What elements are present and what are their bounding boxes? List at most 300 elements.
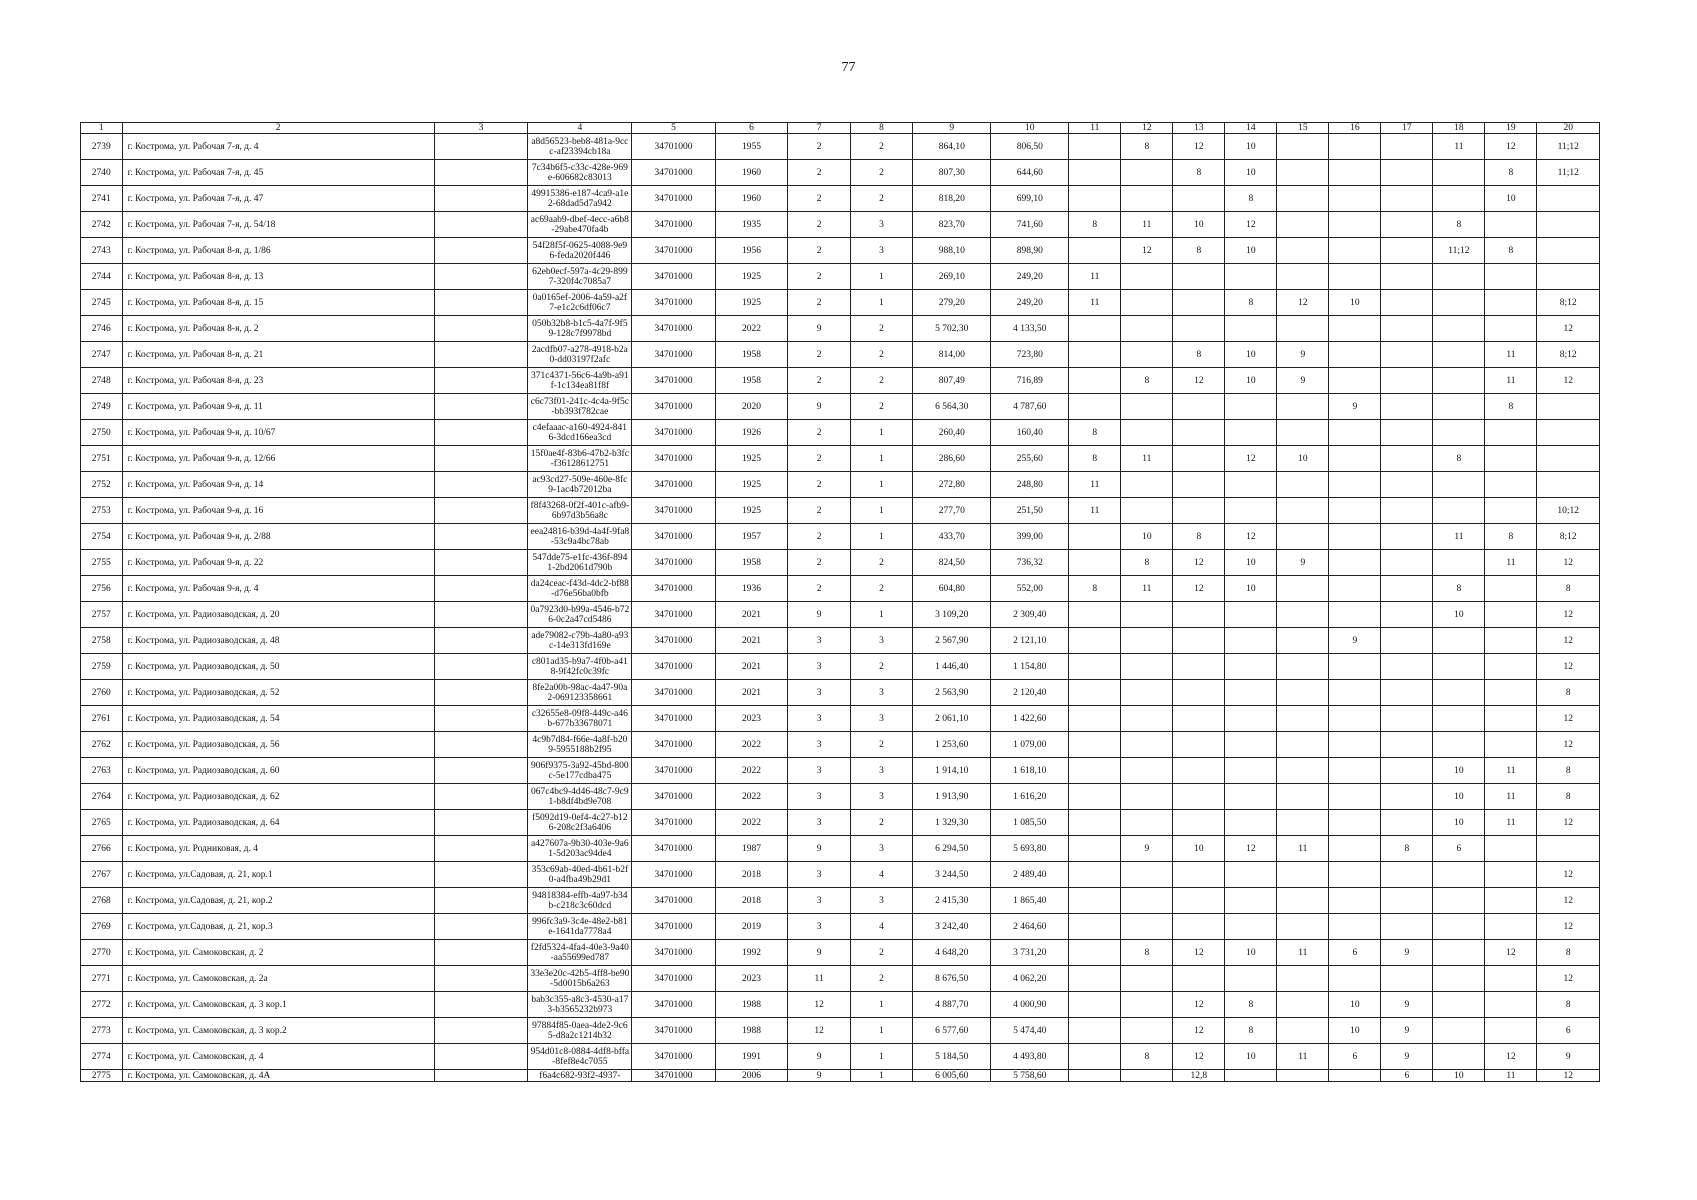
column-19-cell: 12 bbox=[1485, 1044, 1537, 1070]
column-3-cell bbox=[434, 784, 528, 810]
column-12-cell: 10 bbox=[1121, 524, 1173, 550]
year-cell: 1987 bbox=[715, 836, 788, 862]
column-15-cell bbox=[1277, 316, 1329, 342]
column-15-cell bbox=[1277, 732, 1329, 758]
column-header-17: 17 bbox=[1381, 123, 1433, 134]
column-18-cell: 10 bbox=[1433, 758, 1485, 784]
total-area-cell: 807,49 bbox=[913, 368, 991, 394]
column-header-19: 19 bbox=[1485, 123, 1537, 134]
column-19-cell bbox=[1485, 654, 1537, 680]
total-area-cell: 6 005,60 bbox=[913, 1070, 991, 1082]
column-13-cell bbox=[1173, 706, 1225, 732]
row-number-cell: 2752 bbox=[81, 472, 123, 498]
column-17-cell bbox=[1381, 732, 1433, 758]
column-20-cell bbox=[1537, 446, 1600, 472]
entrances-cell: 3 bbox=[850, 784, 912, 810]
floors-cell: 3 bbox=[788, 680, 850, 706]
column-17-cell bbox=[1381, 914, 1433, 940]
column-18-cell bbox=[1433, 342, 1485, 368]
living-area-cell: 2 121,10 bbox=[991, 628, 1069, 654]
column-16-cell bbox=[1329, 680, 1381, 706]
column-16-cell bbox=[1329, 342, 1381, 368]
column-14-cell bbox=[1225, 264, 1277, 290]
column-12-cell: 8 bbox=[1121, 550, 1173, 576]
column-15-cell bbox=[1277, 966, 1329, 992]
guid-cell: 94818384-effb-4a97-b34b-c218c3c60dcd bbox=[528, 888, 632, 914]
oktmo-cell: 34701000 bbox=[632, 602, 715, 628]
column-20-cell: 8 bbox=[1537, 576, 1600, 602]
column-11-cell bbox=[1069, 654, 1121, 680]
column-19-cell: 11 bbox=[1485, 342, 1537, 368]
year-cell: 2019 bbox=[715, 914, 788, 940]
column-12-cell: 11 bbox=[1121, 446, 1173, 472]
table-row bbox=[81, 888, 1600, 914]
column-3-cell bbox=[434, 576, 528, 602]
year-cell: 1988 bbox=[715, 992, 788, 1018]
year-cell: 1957 bbox=[715, 524, 788, 550]
guid-cell: f2fd5324-4fa4-40e3-9a40-aa55699ed787 bbox=[528, 940, 632, 966]
column-3-cell bbox=[434, 238, 528, 264]
column-12-cell: 8 bbox=[1121, 134, 1173, 160]
column-16-cell: 10 bbox=[1329, 290, 1381, 316]
column-20-cell bbox=[1537, 420, 1600, 446]
column-18-cell bbox=[1433, 420, 1485, 446]
guid-cell: c6c73f01-241c-4c4a-9f5c-bb393f782cae bbox=[528, 394, 632, 420]
oktmo-cell: 34701000 bbox=[632, 160, 715, 186]
floors-cell: 3 bbox=[788, 862, 850, 888]
column-13-cell bbox=[1173, 498, 1225, 524]
column-17-cell bbox=[1381, 264, 1433, 290]
oktmo-cell: 34701000 bbox=[632, 992, 715, 1018]
column-12-cell: 8 bbox=[1121, 940, 1173, 966]
column-3-cell bbox=[434, 212, 528, 238]
column-17-cell: 9 bbox=[1381, 940, 1433, 966]
entrances-cell: 1 bbox=[850, 1018, 912, 1044]
floors-cell: 11 bbox=[788, 966, 850, 992]
column-3-cell bbox=[434, 394, 528, 420]
header-row bbox=[81, 123, 1600, 134]
table-row bbox=[81, 134, 1600, 160]
floors-cell: 3 bbox=[788, 706, 850, 732]
row-number-cell: 2754 bbox=[81, 524, 123, 550]
address-cell: г. Кострома, ул. Рабочая 7-я, д. 45 bbox=[122, 160, 434, 186]
entrances-cell: 2 bbox=[850, 810, 912, 836]
column-13-cell: 12 bbox=[1173, 940, 1225, 966]
column-18-cell bbox=[1433, 706, 1485, 732]
address-cell: г. Кострома, ул. Рабочая 8-я, д. 1/86 bbox=[122, 238, 434, 264]
column-19-cell: 11 bbox=[1485, 810, 1537, 836]
row-number-cell: 2741 bbox=[81, 186, 123, 212]
table-row bbox=[81, 602, 1600, 628]
column-18-cell: 8 bbox=[1433, 212, 1485, 238]
column-14-cell: 8 bbox=[1225, 186, 1277, 212]
column-18-cell bbox=[1433, 394, 1485, 420]
row-number-cell: 2750 bbox=[81, 420, 123, 446]
living-area-cell: 3 731,20 bbox=[991, 940, 1069, 966]
living-area-cell: 736,32 bbox=[991, 550, 1069, 576]
column-20-cell: 11;12 bbox=[1537, 134, 1600, 160]
row-number-cell: 2765 bbox=[81, 810, 123, 836]
column-3-cell bbox=[434, 628, 528, 654]
entrances-cell: 2 bbox=[850, 160, 912, 186]
column-3-cell bbox=[434, 264, 528, 290]
column-18-cell bbox=[1433, 316, 1485, 342]
column-19-cell: 12 bbox=[1485, 940, 1537, 966]
living-area-cell: 4 062,20 bbox=[991, 966, 1069, 992]
column-14-cell: 12 bbox=[1225, 836, 1277, 862]
column-15-cell bbox=[1277, 160, 1329, 186]
address-cell: г. Кострома, ул. Самоковская, д. 4 bbox=[122, 1044, 434, 1070]
column-3-cell bbox=[434, 992, 528, 1018]
column-13-cell: 12 bbox=[1173, 550, 1225, 576]
column-15-cell bbox=[1277, 1018, 1329, 1044]
column-16-cell bbox=[1329, 810, 1381, 836]
column-14-cell bbox=[1225, 654, 1277, 680]
column-16-cell: 9 bbox=[1329, 394, 1381, 420]
column-12-cell bbox=[1121, 654, 1173, 680]
column-12-cell bbox=[1121, 264, 1173, 290]
living-area-cell: 1 422,60 bbox=[991, 706, 1069, 732]
row-number-cell: 2769 bbox=[81, 914, 123, 940]
row-number-cell: 2775 bbox=[81, 1070, 123, 1082]
guid-cell: ade79082-c79b-4a80-a93c-14e313fd169e bbox=[528, 628, 632, 654]
address-cell: г. Кострома, ул. Рабочая 9-я, д. 4 bbox=[122, 576, 434, 602]
guid-cell: 62eb0ecf-597a-4c29-8997-320f4c7085a7 bbox=[528, 264, 632, 290]
guid-cell: f8f43268-0f2f-401c-afb9-6b97d3b56a8c bbox=[528, 498, 632, 524]
column-14-cell bbox=[1225, 1070, 1277, 1082]
year-cell: 2023 bbox=[715, 966, 788, 992]
column-header-3: 3 bbox=[434, 123, 528, 134]
living-area-cell: 5 474,40 bbox=[991, 1018, 1069, 1044]
guid-cell: a427607a-9b30-403e-9a61-5d203ac94de4 bbox=[528, 836, 632, 862]
column-12-cell bbox=[1121, 784, 1173, 810]
table-row bbox=[81, 784, 1600, 810]
column-18-cell bbox=[1433, 472, 1485, 498]
oktmo-cell: 34701000 bbox=[632, 238, 715, 264]
row-number-cell: 2746 bbox=[81, 316, 123, 342]
living-area-cell: 723,80 bbox=[991, 342, 1069, 368]
address-cell: г. Кострома, ул. Рабочая 8-я, д. 13 bbox=[122, 264, 434, 290]
column-20-cell: 8 bbox=[1537, 758, 1600, 784]
column-13-cell bbox=[1173, 732, 1225, 758]
total-area-cell: 277,70 bbox=[913, 498, 991, 524]
oktmo-cell: 34701000 bbox=[632, 862, 715, 888]
column-17-cell: 6 bbox=[1381, 1070, 1433, 1082]
total-area-cell: 864,10 bbox=[913, 134, 991, 160]
column-3-cell bbox=[434, 1044, 528, 1070]
column-13-cell bbox=[1173, 394, 1225, 420]
column-15-cell: 9 bbox=[1277, 550, 1329, 576]
entrances-cell: 3 bbox=[850, 888, 912, 914]
entrances-cell: 2 bbox=[850, 342, 912, 368]
column-11-cell bbox=[1069, 342, 1121, 368]
column-header-6: 6 bbox=[715, 123, 788, 134]
column-19-cell: 11 bbox=[1485, 550, 1537, 576]
guid-cell: 0a7923d0-b99a-4546-b726-0c2a47cd5486 bbox=[528, 602, 632, 628]
column-3-cell bbox=[434, 134, 528, 160]
oktmo-cell: 34701000 bbox=[632, 342, 715, 368]
column-16-cell bbox=[1329, 654, 1381, 680]
row-number-cell: 2747 bbox=[81, 342, 123, 368]
row-number-cell: 2767 bbox=[81, 862, 123, 888]
column-header-15: 15 bbox=[1277, 123, 1329, 134]
column-15-cell bbox=[1277, 498, 1329, 524]
column-14-cell: 8 bbox=[1225, 290, 1277, 316]
column-19-cell: 8 bbox=[1485, 394, 1537, 420]
column-16-cell bbox=[1329, 914, 1381, 940]
living-area-cell: 1 154,80 bbox=[991, 654, 1069, 680]
total-area-cell: 1 329,30 bbox=[913, 810, 991, 836]
column-11-cell bbox=[1069, 1044, 1121, 1070]
living-area-cell: 5 693,80 bbox=[991, 836, 1069, 862]
column-12-cell: 8 bbox=[1121, 368, 1173, 394]
column-18-cell bbox=[1433, 862, 1485, 888]
column-14-cell bbox=[1225, 706, 1277, 732]
living-area-cell: 4 787,60 bbox=[991, 394, 1069, 420]
floors-cell: 9 bbox=[788, 1044, 850, 1070]
total-area-cell: 6 294,50 bbox=[913, 836, 991, 862]
column-11-cell bbox=[1069, 810, 1121, 836]
table-row bbox=[81, 342, 1600, 368]
living-area-cell: 644,60 bbox=[991, 160, 1069, 186]
entrances-cell: 3 bbox=[850, 628, 912, 654]
column-16-cell bbox=[1329, 836, 1381, 862]
entrances-cell: 3 bbox=[850, 836, 912, 862]
entrances-cell: 1 bbox=[850, 264, 912, 290]
column-header-2: 2 bbox=[122, 123, 434, 134]
oktmo-cell: 34701000 bbox=[632, 836, 715, 862]
column-20-cell: 8;12 bbox=[1537, 524, 1600, 550]
entrances-cell: 3 bbox=[850, 680, 912, 706]
table-row bbox=[81, 654, 1600, 680]
column-11-cell: 11 bbox=[1069, 498, 1121, 524]
oktmo-cell: 34701000 bbox=[632, 446, 715, 472]
column-17-cell bbox=[1381, 810, 1433, 836]
column-20-cell: 12 bbox=[1537, 628, 1600, 654]
column-12-cell: 9 bbox=[1121, 836, 1173, 862]
column-3-cell bbox=[434, 732, 528, 758]
guid-cell: 996fc3a9-3c4e-48e2-b81e-1641da7778a4 bbox=[528, 914, 632, 940]
floors-cell: 2 bbox=[788, 290, 850, 316]
column-14-cell bbox=[1225, 420, 1277, 446]
total-area-cell: 824,50 bbox=[913, 550, 991, 576]
floors-cell: 2 bbox=[788, 186, 850, 212]
column-14-cell: 10 bbox=[1225, 342, 1277, 368]
column-16-cell bbox=[1329, 212, 1381, 238]
total-area-cell: 1 253,60 bbox=[913, 732, 991, 758]
table-row bbox=[81, 940, 1600, 966]
living-area-cell: 4 000,90 bbox=[991, 992, 1069, 1018]
column-15-cell bbox=[1277, 576, 1329, 602]
column-11-cell bbox=[1069, 368, 1121, 394]
column-3-cell bbox=[434, 680, 528, 706]
year-cell: 1960 bbox=[715, 160, 788, 186]
floors-cell: 2 bbox=[788, 238, 850, 264]
column-19-cell bbox=[1485, 212, 1537, 238]
column-19-cell: 8 bbox=[1485, 160, 1537, 186]
year-cell: 2021 bbox=[715, 680, 788, 706]
column-17-cell bbox=[1381, 966, 1433, 992]
table-row bbox=[81, 628, 1600, 654]
column-3-cell bbox=[434, 836, 528, 862]
column-11-cell: 8 bbox=[1069, 212, 1121, 238]
column-20-cell: 12 bbox=[1537, 914, 1600, 940]
column-3-cell bbox=[434, 654, 528, 680]
column-13-cell: 12 bbox=[1173, 992, 1225, 1018]
oktmo-cell: 34701000 bbox=[632, 680, 715, 706]
column-11-cell bbox=[1069, 134, 1121, 160]
year-cell: 1988 bbox=[715, 1018, 788, 1044]
table-row bbox=[81, 758, 1600, 784]
floors-cell: 3 bbox=[788, 784, 850, 810]
column-12-cell: 8 bbox=[1121, 1044, 1173, 1070]
column-3-cell bbox=[434, 888, 528, 914]
column-20-cell: 12 bbox=[1537, 862, 1600, 888]
column-19-cell bbox=[1485, 264, 1537, 290]
column-16-cell bbox=[1329, 576, 1381, 602]
guid-cell: 050b32b8-b1c5-4a7f-9f59-128c7f9978bd bbox=[528, 316, 632, 342]
column-3-cell bbox=[434, 810, 528, 836]
column-11-cell bbox=[1069, 888, 1121, 914]
floors-cell: 3 bbox=[788, 758, 850, 784]
column-17-cell bbox=[1381, 368, 1433, 394]
entrances-cell: 2 bbox=[850, 316, 912, 342]
column-19-cell bbox=[1485, 290, 1537, 316]
column-17-cell: 9 bbox=[1381, 1044, 1433, 1070]
column-19-cell: 8 bbox=[1485, 238, 1537, 264]
column-18-cell: 10 bbox=[1433, 810, 1485, 836]
column-17-cell bbox=[1381, 420, 1433, 446]
column-17-cell bbox=[1381, 784, 1433, 810]
floors-cell: 2 bbox=[788, 550, 850, 576]
column-16-cell bbox=[1329, 706, 1381, 732]
oktmo-cell: 34701000 bbox=[632, 394, 715, 420]
year-cell: 2023 bbox=[715, 706, 788, 732]
column-15-cell bbox=[1277, 1070, 1329, 1082]
column-19-cell bbox=[1485, 316, 1537, 342]
column-14-cell: 10 bbox=[1225, 160, 1277, 186]
column-18-cell bbox=[1433, 264, 1485, 290]
column-18-cell bbox=[1433, 914, 1485, 940]
table-row bbox=[81, 862, 1600, 888]
living-area-cell: 806,50 bbox=[991, 134, 1069, 160]
oktmo-cell: 34701000 bbox=[632, 706, 715, 732]
year-cell: 2021 bbox=[715, 654, 788, 680]
year-cell: 2018 bbox=[715, 862, 788, 888]
column-14-cell bbox=[1225, 888, 1277, 914]
column-18-cell: 6 bbox=[1433, 836, 1485, 862]
column-14-cell: 10 bbox=[1225, 940, 1277, 966]
column-3-cell bbox=[434, 758, 528, 784]
column-12-cell bbox=[1121, 966, 1173, 992]
column-15-cell bbox=[1277, 394, 1329, 420]
guid-cell: 906f9375-3a92-45bd-800c-5e177cdba475 bbox=[528, 758, 632, 784]
total-area-cell: 269,10 bbox=[913, 264, 991, 290]
address-cell: г. Кострома, ул. Радиозаводская, д. 64 bbox=[122, 810, 434, 836]
living-area-cell: 248,80 bbox=[991, 472, 1069, 498]
row-number-cell: 2772 bbox=[81, 992, 123, 1018]
row-number-cell: 2762 bbox=[81, 732, 123, 758]
floors-cell: 9 bbox=[788, 394, 850, 420]
year-cell: 1925 bbox=[715, 498, 788, 524]
column-20-cell bbox=[1537, 238, 1600, 264]
living-area-cell: 399,00 bbox=[991, 524, 1069, 550]
floors-cell: 2 bbox=[788, 160, 850, 186]
address-cell: г. Кострома, ул.Садовая, д. 21, кор.1 bbox=[122, 862, 434, 888]
column-12-cell bbox=[1121, 706, 1173, 732]
row-number-cell: 2759 bbox=[81, 654, 123, 680]
column-18-cell: 8 bbox=[1433, 576, 1485, 602]
oktmo-cell: 34701000 bbox=[632, 1018, 715, 1044]
column-13-cell bbox=[1173, 914, 1225, 940]
column-15-cell bbox=[1277, 264, 1329, 290]
column-19-cell bbox=[1485, 446, 1537, 472]
oktmo-cell: 34701000 bbox=[632, 524, 715, 550]
column-19-cell bbox=[1485, 498, 1537, 524]
total-area-cell: 2 061,10 bbox=[913, 706, 991, 732]
total-area-cell: 814,00 bbox=[913, 342, 991, 368]
column-11-cell bbox=[1069, 524, 1121, 550]
column-17-cell: 9 bbox=[1381, 1018, 1433, 1044]
column-18-cell bbox=[1433, 680, 1485, 706]
column-13-cell: 12 bbox=[1173, 1018, 1225, 1044]
column-14-cell bbox=[1225, 810, 1277, 836]
guid-cell: c32655e8-09f8-449c-a46b-677b33678071 bbox=[528, 706, 632, 732]
column-header-16: 16 bbox=[1329, 123, 1381, 134]
column-11-cell: 8 bbox=[1069, 420, 1121, 446]
column-17-cell bbox=[1381, 342, 1433, 368]
year-cell: 2022 bbox=[715, 810, 788, 836]
column-19-cell: 11 bbox=[1485, 758, 1537, 784]
guid-cell: 954d01c8-0884-4df8-bffa-8fef8e4c7055 bbox=[528, 1044, 632, 1070]
table-row bbox=[81, 420, 1600, 446]
column-19-cell bbox=[1485, 888, 1537, 914]
entrances-cell: 1 bbox=[850, 472, 912, 498]
column-15-cell bbox=[1277, 992, 1329, 1018]
column-18-cell bbox=[1433, 888, 1485, 914]
living-area-cell: 2 309,40 bbox=[991, 602, 1069, 628]
row-number-cell: 2766 bbox=[81, 836, 123, 862]
column-16-cell bbox=[1329, 420, 1381, 446]
column-13-cell bbox=[1173, 680, 1225, 706]
column-19-cell bbox=[1485, 914, 1537, 940]
address-cell: г. Кострома, ул. Радиозаводская, д. 50 bbox=[122, 654, 434, 680]
column-12-cell bbox=[1121, 160, 1173, 186]
column-18-cell: 10 bbox=[1433, 1070, 1485, 1082]
oktmo-cell: 34701000 bbox=[632, 888, 715, 914]
column-15-cell bbox=[1277, 628, 1329, 654]
table-row bbox=[81, 1018, 1600, 1044]
floors-cell: 2 bbox=[788, 420, 850, 446]
address-cell: г. Кострома, ул. Рабочая 9-я, д. 10/67 bbox=[122, 420, 434, 446]
address-cell: г. Кострома, ул. Рабочая 7-я, д. 54/18 bbox=[122, 212, 434, 238]
address-cell: г. Кострома, ул. Самоковская, д. 3 кор.1 bbox=[122, 992, 434, 1018]
column-14-cell bbox=[1225, 628, 1277, 654]
oktmo-cell: 34701000 bbox=[632, 264, 715, 290]
guid-cell: f6a4c682-93f2-4937- bbox=[528, 1070, 632, 1082]
column-14-cell bbox=[1225, 472, 1277, 498]
column-header-7: 7 bbox=[788, 123, 850, 134]
column-18-cell: 11 bbox=[1433, 524, 1485, 550]
year-cell: 2021 bbox=[715, 628, 788, 654]
column-18-cell bbox=[1433, 628, 1485, 654]
column-15-cell: 9 bbox=[1277, 368, 1329, 394]
column-16-cell bbox=[1329, 732, 1381, 758]
housing-register-table bbox=[80, 122, 1600, 1082]
column-3-cell bbox=[434, 914, 528, 940]
column-15-cell: 11 bbox=[1277, 1044, 1329, 1070]
column-12-cell bbox=[1121, 992, 1173, 1018]
